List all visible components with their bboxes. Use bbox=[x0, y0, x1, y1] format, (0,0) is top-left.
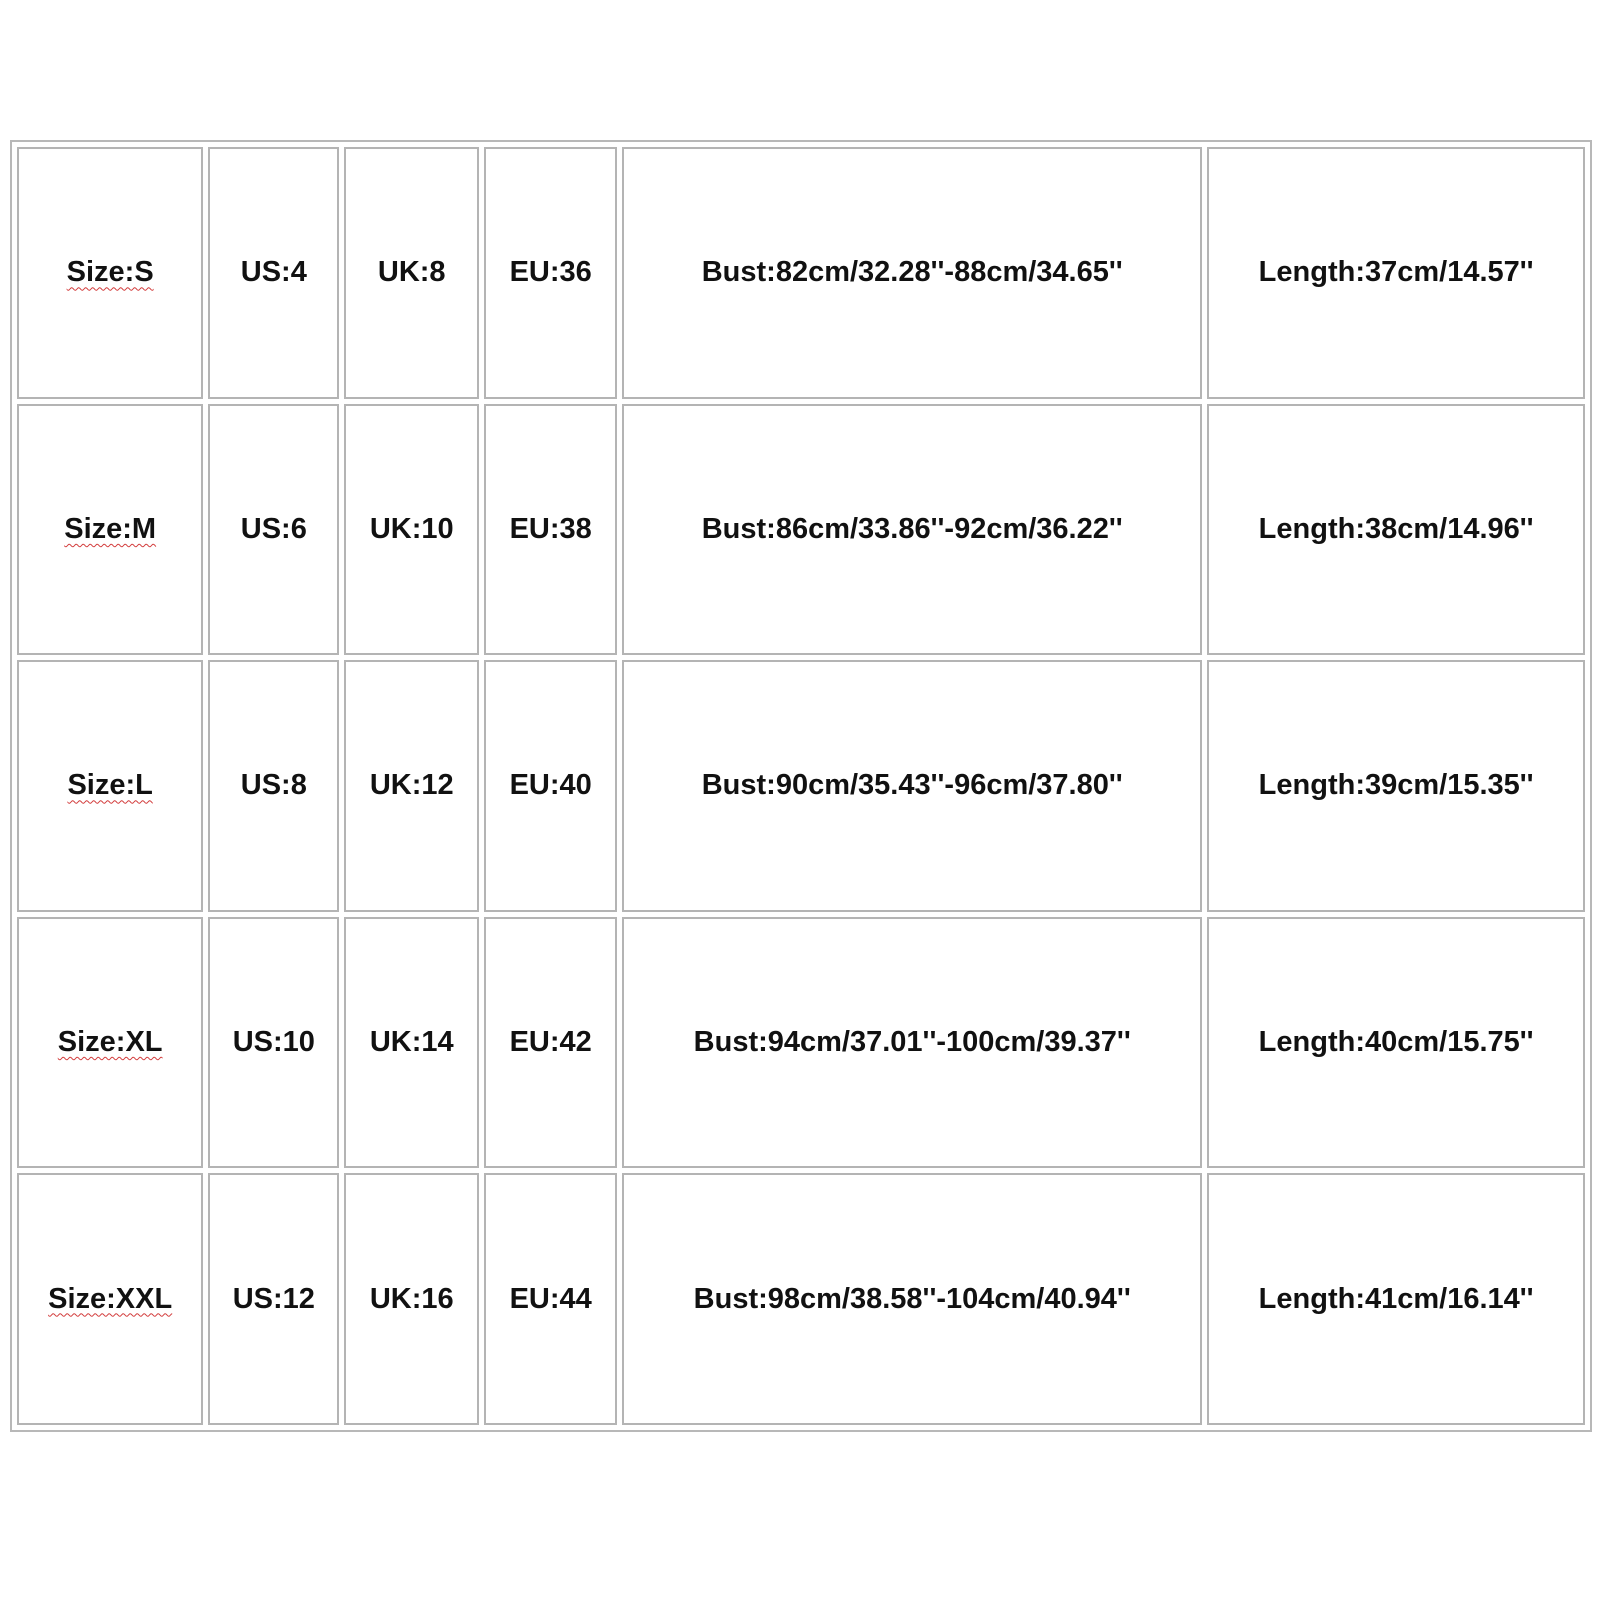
eu-size-cell: EU:42 bbox=[484, 917, 617, 1169]
size-label: Size:L bbox=[67, 769, 153, 802]
us-size-cell: US:8 bbox=[208, 660, 339, 912]
length-cell: Length:38cm/14.96'' bbox=[1207, 404, 1585, 656]
us-size-cell: US:6 bbox=[208, 404, 339, 656]
size-cell bbox=[17, 1173, 203, 1425]
us-size-cell: US:10 bbox=[208, 917, 339, 1169]
uk-size-cell: UK:12 bbox=[344, 660, 479, 912]
bust-cell: Bust:90cm/35.43''-96cm/37.80'' bbox=[622, 660, 1202, 912]
table-row bbox=[17, 404, 1585, 656]
table-row bbox=[17, 917, 1585, 1169]
bust-cell: Bust:82cm/32.28''-88cm/34.65'' bbox=[622, 147, 1202, 399]
table-row bbox=[17, 1173, 1585, 1425]
size-chart-table bbox=[10, 140, 1592, 1432]
uk-size-cell: UK:16 bbox=[344, 1173, 479, 1425]
bust-cell: Bust:94cm/37.01''-100cm/39.37'' bbox=[622, 917, 1202, 1169]
length-cell: Length:41cm/16.14'' bbox=[1207, 1173, 1585, 1425]
uk-size-cell: UK:10 bbox=[344, 404, 479, 656]
table-row bbox=[17, 660, 1585, 912]
size-label: Size:XL bbox=[57, 1026, 163, 1059]
table-row bbox=[17, 147, 1585, 399]
eu-size-cell: EU:40 bbox=[484, 660, 617, 912]
size-cell bbox=[17, 147, 203, 399]
us-size-cell: US:12 bbox=[208, 1173, 339, 1425]
size-label: Size:M bbox=[64, 512, 157, 545]
size-cell bbox=[17, 404, 203, 656]
length-cell: Length:40cm/15.75'' bbox=[1207, 917, 1585, 1169]
length-cell: Length:39cm/15.35'' bbox=[1207, 660, 1585, 912]
size-cell bbox=[17, 660, 203, 912]
size-label: Size:XXL bbox=[48, 1282, 173, 1315]
eu-size-cell: EU:38 bbox=[484, 404, 617, 656]
size-cell bbox=[17, 917, 203, 1169]
uk-size-cell: UK:8 bbox=[344, 147, 479, 399]
bust-cell: Bust:98cm/38.58''-104cm/40.94'' bbox=[622, 1173, 1202, 1425]
size-label: Size:S bbox=[66, 256, 154, 289]
uk-size-cell: UK:14 bbox=[344, 917, 479, 1169]
bust-cell: Bust:86cm/33.86''-92cm/36.22'' bbox=[622, 404, 1202, 656]
eu-size-cell: EU:36 bbox=[484, 147, 617, 399]
eu-size-cell: EU:44 bbox=[484, 1173, 617, 1425]
us-size-cell: US:4 bbox=[208, 147, 339, 399]
length-cell: Length:37cm/14.57'' bbox=[1207, 147, 1585, 399]
